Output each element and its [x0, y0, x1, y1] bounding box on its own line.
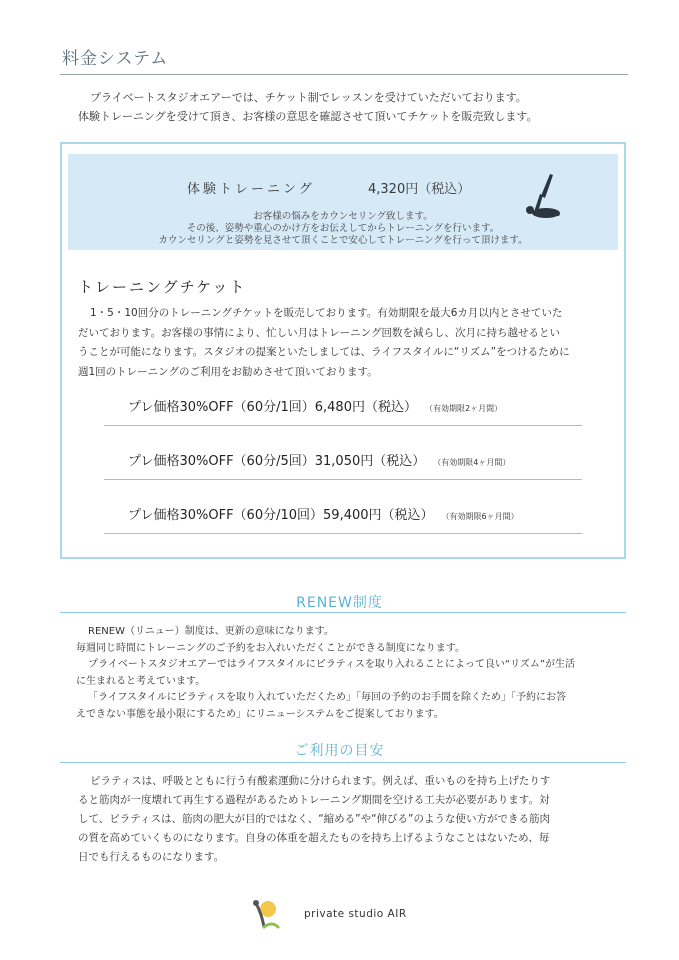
- footer-brand: private studio AIR: [304, 908, 407, 920]
- renew-description: [76, 624, 616, 723]
- intro-line: プライベートスタジオエアーでは、チケット制でレッスンを受けていただいております。: [90, 91, 527, 104]
- price-divider: [104, 533, 582, 534]
- ticket-price-label: プレ価格30%OFF（60分/10回）59,400円（税込）: [128, 508, 434, 523]
- trial-desc-line: お客様の悩みをカウンセリング致します。: [253, 211, 433, 222]
- ticket-price-row: [128, 504, 519, 523]
- ticket-price-note: （有効期限4ヶ月間）: [437, 458, 511, 467]
- guide-title: ご利用の目安: [294, 743, 385, 759]
- ticket-price-label: プレ価格30%OFF（60分/1回）6,480円（税込）: [128, 400, 417, 415]
- guide-line: ピラティスは、呼吸とともに行う有酸素運動に分けられます。例えば、重いものを持ち上げたりす: [90, 775, 551, 787]
- ticket-price-row: [128, 450, 510, 469]
- trial-desc-line: カウンセリングと姿勢を見させて頂くことで安心してトレーニングを行って頂けます。: [158, 235, 528, 246]
- trial-training-price: 4,320円（税込）: [368, 182, 471, 197]
- price-divider: [104, 425, 582, 426]
- ticket-price-label: プレ価格30%OFF（60分/5回）31,050円（税込）: [128, 454, 426, 469]
- price-divider: [104, 479, 582, 480]
- page-title: 料金システム: [62, 49, 169, 69]
- renew-title: RENEW制度: [296, 595, 383, 611]
- renew-line: 毎週同じ時間にトレーニングのご予約をお入れいただくことができる制度になります。: [76, 642, 465, 654]
- renew-line: RENEW（リニュー）制度は、更新の意味になります。: [88, 626, 334, 637]
- renew-line: に生まれると考えています。: [76, 675, 206, 687]
- guide-description: [78, 772, 618, 867]
- ticket-line: 1・5・10回分のトレーニングチケットを販売しております。有効期限を最大6カ月以内とさせていた: [90, 307, 563, 319]
- guide-line: 日でも行えるものになります。: [78, 851, 225, 863]
- title-divider: [60, 74, 628, 75]
- ticket-price-note: （有効期限2ヶ月間）: [428, 404, 503, 413]
- ticket-line: うことが可能になります。スタジオの提案といたしましては、ライフスタイルに“リズム”をつけるために: [78, 346, 570, 358]
- intro-text: [78, 88, 618, 126]
- ticket-line: 週1回のトレーニングのご利用をお勧めさせて頂いております。: [78, 365, 378, 378]
- guide-divider: [60, 762, 626, 763]
- renew-line: プライベートスタジオエアーではライフスタイルにピラティスを取り入れることによって良い“リズム”が生活: [88, 659, 576, 670]
- ticket-description: [78, 304, 610, 382]
- renew-line: 「ライフスタイルにピラティスを取り入れていただくため」「毎回の予約のお手間を除くため」「予約にお答: [88, 692, 566, 703]
- guide-line: ると筋肉が一度壊れて再生する過程があるためトレーニング期間を空ける工夫が必要があります。対: [78, 794, 550, 806]
- renew-line: えできない事態を最小限にするため」にリニューシステムをご提案しております。: [76, 708, 444, 720]
- studio-air-logo-icon: [248, 897, 284, 931]
- ticket-heading: トレーニングチケット: [78, 278, 247, 296]
- trial-training-label: 体験トレーニング: [187, 182, 315, 197]
- ticket-price-row: [128, 396, 502, 415]
- intro-line: 体験トレーニングを受けて頂き、お客様の意思を確認させて頂いてチケットを販売致します。: [78, 110, 538, 123]
- ticket-line: だいております。お客様の事情により、忙しい月はトレーニング回数を減らし、次月に持ち越せるとい: [78, 326, 560, 339]
- trial-desc-line: その後、姿勢や重心のかけ方をお伝えしてからトレーニングを行います。: [186, 223, 500, 234]
- pilates-pose-icon: [520, 168, 568, 220]
- renew-divider: [60, 612, 626, 613]
- ticket-price-note: （有効期限6ヶ月間）: [445, 512, 519, 521]
- guide-line: の質を高めていくものになります。自身の体重を超えたものを持ち上げるようなことはないため、毎: [78, 832, 550, 844]
- guide-line: して、ピラティスは、筋肉の肥大が目的ではなく、“縮める”や“伸びる”のような使い方ができる筋肉: [78, 813, 550, 825]
